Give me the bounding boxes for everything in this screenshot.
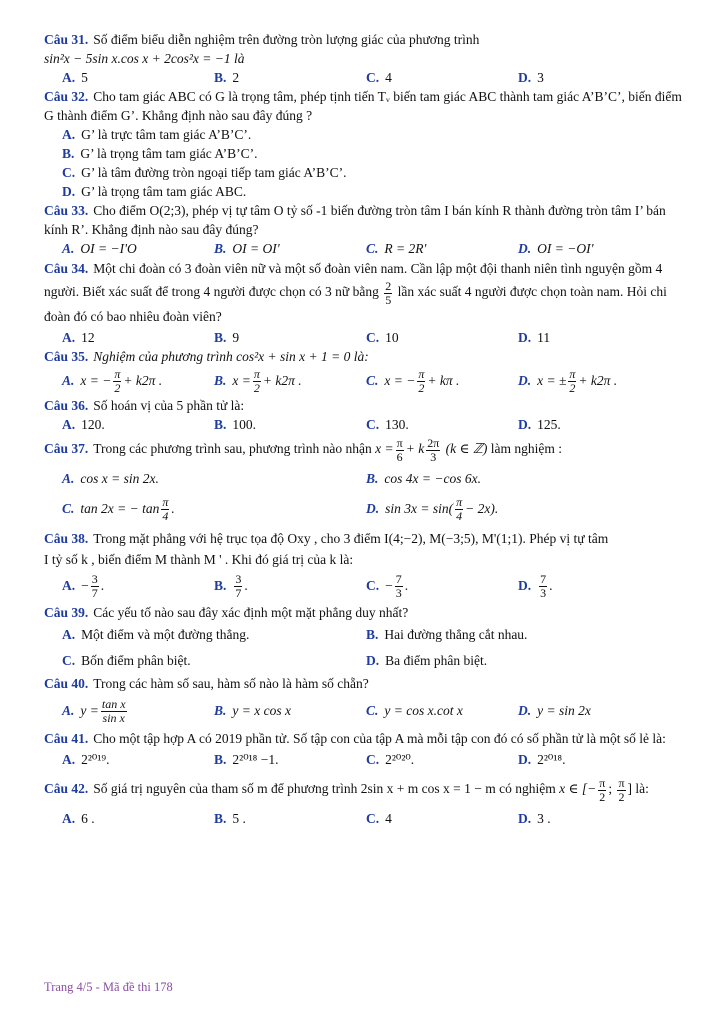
fraction: $\frac{\pi}{2}$ — [253, 367, 260, 395]
question-31: Câu 31. Số điểm biểu diễn nghiệm trên đường tròn lượng giác của phương trình — [44, 32, 480, 47]
fraction: $\frac{7}{3}$ — [540, 572, 547, 600]
question-33-options — [44, 239, 692, 258]
option-d[interactable]: D. G’ là trọng tâm tam giác ABC. — [62, 184, 247, 199]
question-34-options — [44, 328, 692, 347]
exam-page — [44, 30, 692, 832]
option-c[interactable]: C. tan 2x = − tan $\frac{\pi}{4}$ . — [62, 495, 175, 523]
option-b[interactable]: B. $\frac{3}{7}$ . — [214, 572, 248, 600]
option-c[interactable]: C. − $\frac{7}{3}$ . — [366, 572, 409, 600]
question-39-options — [44, 622, 692, 674]
question-41-options — [44, 748, 692, 772]
option-b[interactable]: B. G’ là trọng tâm tam giác A’B’C’. — [62, 146, 258, 161]
question-32: Câu 32. Cho tam giác ABC có G là trọng tâm, phép tịnh tiến Tᵥ biến tam giác ABC thành tam giác A’B’C’, biến điểm G thành điểm G’. Khẳng định nào sau đây đúng ? — [44, 89, 682, 123]
fraction: $\frac{3}{7}$ — [235, 572, 242, 600]
question-37: Câu 37. Trong các phương trình sau, phương trình nào nhận x = $\frac{\pi}{6}$ + k $\frac{2\pi}{3}$ (k ∈ ℤ) làm nghiệm : — [44, 436, 563, 464]
option-a[interactable]: A. 6 . — [62, 811, 95, 827]
question-31-options — [44, 68, 692, 87]
option-c[interactable]: C. 10 — [366, 330, 399, 346]
question-36: Câu 36. Số hoán vị của 5 phần tử là: — [44, 398, 245, 414]
option-b[interactable]: B. 5 . — [214, 811, 246, 827]
option-a[interactable]: A. OI = −I'O — [62, 241, 137, 256]
question-38-options — [44, 569, 692, 603]
option-a[interactable]: A. x = − $\frac{\pi}{2}$ + k2π . — [62, 367, 163, 395]
option-a[interactable]: A. Một điểm và một đường thẳng. — [62, 627, 250, 643]
question-38: Câu 38. Trong mặt phẳng với hệ trục tọa độ Oxy , cho 3 điểm I(4;−2), M(−3;5), M'(1;1). Phép vị tự tâm — [44, 531, 609, 547]
option-d[interactable]: D. 3 . — [518, 811, 551, 827]
option-b[interactable]: B. y = x cos x — [214, 703, 291, 719]
option-b[interactable]: B. Hai đường thẳng cắt nhau. — [366, 627, 528, 643]
option-b[interactable]: B. 2²⁰¹⁸ −1. — [214, 752, 279, 768]
question-39: Câu 39. Các yếu tố nào sau đây xác định một mặt phẳng duy nhất? — [44, 605, 409, 621]
question-40-options — [44, 693, 692, 729]
fraction: $\frac{\text{tan x}}{\text{sin x}}$ — [101, 697, 126, 725]
option-a[interactable]: A. − $\frac{3}{7}$ . — [62, 572, 105, 600]
option-c[interactable]: C. 2²⁰²⁰. — [366, 752, 415, 768]
fraction: $\frac{\pi}{2}$ — [569, 367, 576, 395]
fraction: $\frac{3}{7}$ — [91, 572, 98, 600]
option-c[interactable]: C. 4 — [366, 70, 392, 85]
option-b[interactable]: B. 100. — [214, 417, 257, 433]
option-d[interactable]: D. 125. — [518, 417, 561, 433]
option-a[interactable]: A. 5 — [62, 70, 88, 85]
option-a[interactable]: A. y = $\frac{\text{tan x}}{\text{sin x}}$ — [62, 697, 126, 725]
fraction: $\frac{\pi}{2}$ — [114, 367, 121, 395]
fraction: $\frac{2\pi}{3}$ — [427, 436, 440, 464]
question-35: Câu 35. Nghiệm của phương trình cos²x + sin x + 1 = 0 là: — [44, 349, 369, 365]
option-b[interactable]: B. 9 — [214, 330, 240, 346]
option-a[interactable]: A. 120. — [62, 417, 105, 433]
option-c[interactable]: C. 130. — [366, 417, 409, 433]
fraction: $\frac{\pi}{4}$ — [162, 495, 169, 523]
option-d[interactable]: D. OI = −OI' — [518, 241, 594, 256]
option-c[interactable]: C. Bốn điểm phân biệt. — [62, 653, 191, 669]
option-b[interactable]: B. x = $\frac{\pi}{2}$ + k2π . — [214, 367, 302, 395]
question-38-cont: I tỷ số k , biến điểm M thành M ' . Khi đó giá trị của k là: — [44, 552, 354, 568]
fraction: $\frac{\pi}{2}$ — [418, 367, 425, 395]
option-b[interactable]: B. cos 4x = −cos 6x. — [366, 471, 481, 487]
question-42: Câu 42. Số giá trị nguyên của tham số m để phương trình 2sin x + m cos x = 1 − m có nghiệm x ∈ [− $\frac{\pi}{2}$ ; $\frac{\pi}{2}$ ] là: — [44, 776, 649, 804]
option-d[interactable]: D. 2²⁰¹⁸. — [518, 752, 566, 768]
option-b[interactable]: B. 2 — [214, 70, 240, 85]
option-d[interactable]: D. $\frac{7}{3}$ . — [518, 572, 553, 600]
question-37-options — [44, 464, 692, 524]
fraction: $\frac{\pi}{4}$ — [456, 495, 463, 523]
option-a[interactable]: A. 12 — [62, 330, 95, 346]
page-footer: Trang 4/5 - Mã đề thi 178 — [44, 980, 173, 994]
question-31-equation: sin²x − 5sin x.cos x + 2cos²x = −1 là — [44, 51, 245, 66]
option-a[interactable]: A. 2²⁰¹⁹. — [62, 752, 110, 768]
fraction: $\frac{2}{5}$ — [385, 279, 392, 307]
question-33: Câu 33. Cho điểm O(2;3), phép vị tự tâm O tỷ số -1 biến đường tròn tâm I bán kính R thành đường tròn tâm I’ bán kính R’. Khẳng định nào sau đây đúng? — [44, 203, 666, 237]
option-d[interactable]: D. Ba điểm phân biệt. — [366, 653, 488, 669]
fraction: $\frac{7}{3}$ — [395, 572, 402, 600]
question-35-options — [44, 366, 692, 396]
fraction: $\frac{\pi}{2}$ — [599, 776, 606, 804]
question-32-options — [44, 125, 692, 201]
option-d[interactable]: D. x = ± $\frac{\pi}{2}$ + k2π . — [518, 367, 618, 395]
option-c[interactable]: C. 4 — [366, 811, 392, 827]
question-42-options — [44, 806, 692, 832]
option-d[interactable]: D. y = sin 2x — [518, 703, 591, 719]
question-34: Câu 34. Một chi đoàn có 3 đoàn viên nữ và một số đoàn viên nam. Cần lập một đội thanh niên tình nguyện gồm 4 người. Biết xác suất để trong 4 người được chọn có 3 nữ bằng $\frac{2}{5}$ lần xác suất 4 người được chọn toàn nam. Hỏi chi đoàn đó có bao nhiêu đoàn viên? — [44, 261, 667, 325]
option-d[interactable]: D. 3 — [518, 70, 544, 85]
option-a[interactable]: A. cos x = sin 2x. — [62, 471, 159, 487]
question-36-options — [44, 415, 692, 434]
option-d[interactable]: D. 11 — [518, 330, 551, 346]
question-40: Câu 40. Trong các hàm số sau, hàm số nào là hàm số chẵn? — [44, 676, 369, 692]
option-c[interactable]: C. x = − $\frac{\pi}{2}$ + kπ . — [366, 367, 460, 395]
option-c[interactable]: C. R = 2R' — [366, 241, 427, 256]
fraction: $\frac{\pi}{6}$ — [396, 436, 403, 464]
question-41: Câu 41. Cho một tập hợp A có 2019 phần tử. Số tập con của tập A mà mỗi tập con đó có số phần tử là một số lẻ là: — [44, 731, 666, 747]
fraction: $\frac{\pi}{2}$ — [618, 776, 625, 804]
option-c[interactable]: C. G’ là tâm đường tròn ngoại tiếp tam giác A’B’C’. — [62, 165, 347, 180]
option-d[interactable]: D. sin 3x = sin( $\frac{\pi}{4}$ − 2x). — [366, 495, 499, 523]
option-a[interactable]: A. G’ là trực tâm tam giác A’B’C’. — [62, 127, 252, 142]
option-c[interactable]: C. y = cos x.cot x — [366, 703, 463, 719]
option-b[interactable]: B. OI = OI' — [214, 241, 280, 256]
